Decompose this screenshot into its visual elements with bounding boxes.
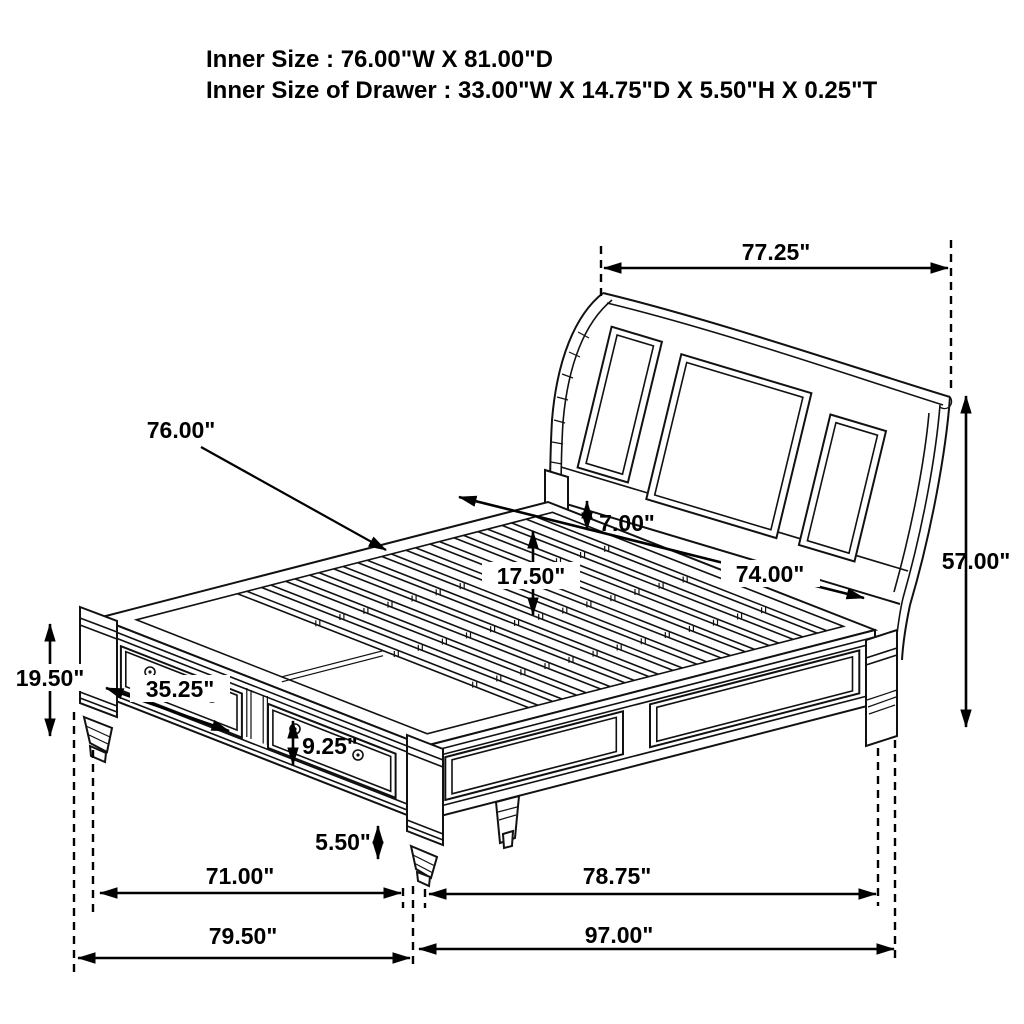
front-right-post: [407, 735, 443, 886]
dim-label-drawer-section-length: 71.00": [205, 863, 275, 889]
dim-label-footboard-height: 19.50": [15, 665, 85, 691]
dim-label-drawer-height: 9.25": [302, 733, 358, 759]
dim-label-headboard-width: 77.25": [741, 239, 811, 265]
dim-label-headboard-height: 57.00": [941, 548, 1011, 574]
dim-label-drawer-width: 35.25": [145, 676, 215, 702]
dim-label-rail-section-length: 78.75": [582, 863, 652, 889]
dim-label-inner-length: 74.00": [735, 561, 805, 587]
dim-label-headboard-gap: 7.00": [599, 510, 655, 536]
inner-size-note: Inner Size : 76.00"W X 81.00"D: [206, 46, 553, 73]
rear-right-leg: [866, 630, 897, 746]
dim-label-leg-height: 5.50": [315, 829, 371, 855]
side-rail-center-leg: [496, 796, 519, 848]
drawer-inner-size-note: Inner Size of Drawer : 33.00"W X 14.75"D X 5.50"H X 0.25"T: [206, 77, 878, 104]
dim-label-front-section-length: 79.50": [208, 923, 278, 949]
dim-label-slat-area-width: 76.00": [146, 417, 216, 443]
dim-label-overall-length: 97.00": [584, 922, 654, 948]
dim-label-platform-height: 17.50": [496, 563, 566, 589]
header-notes: [206, 46, 877, 104]
